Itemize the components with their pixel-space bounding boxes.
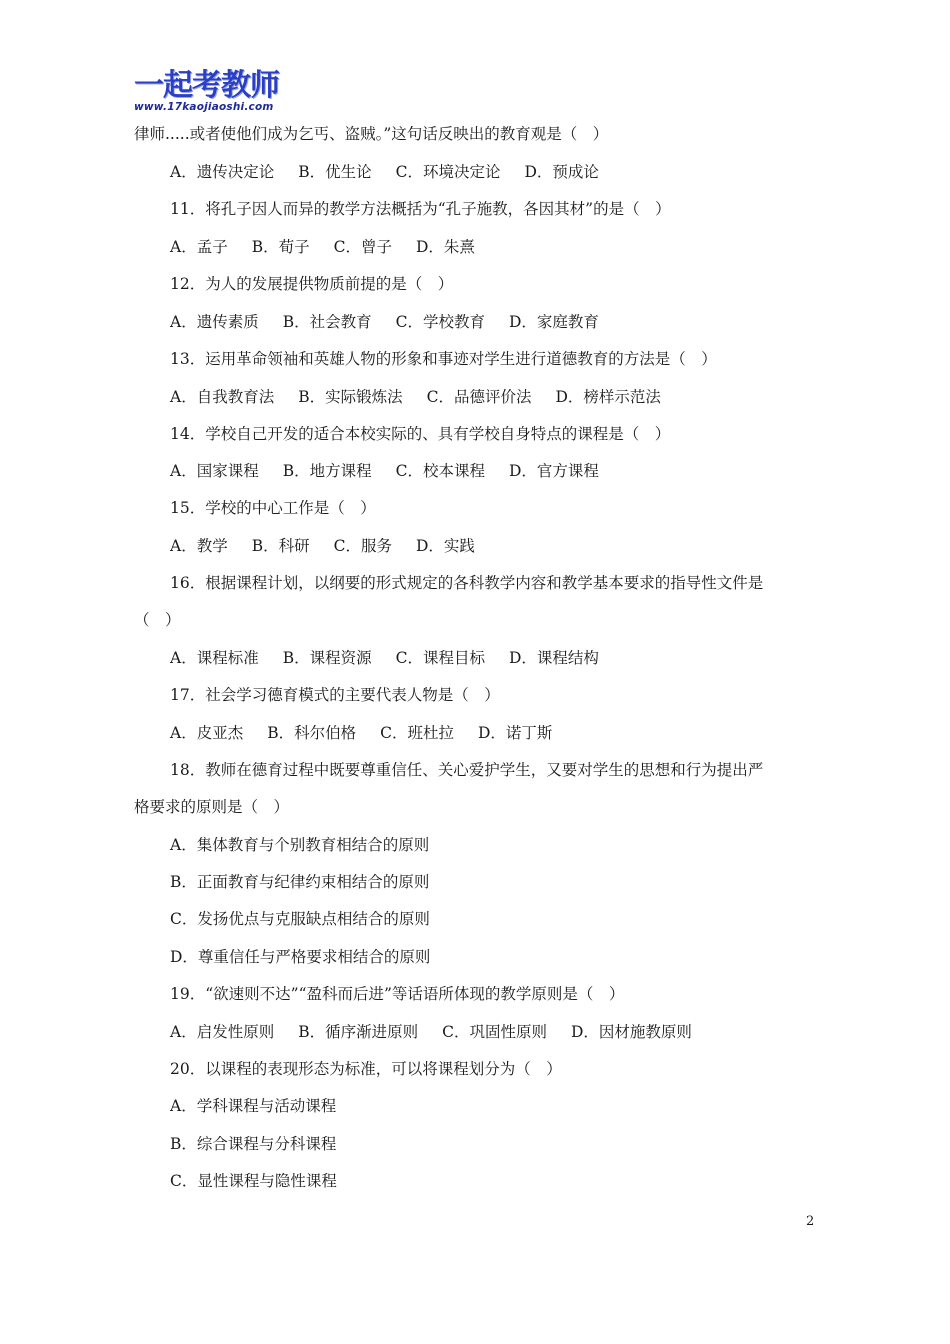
question-13: 13．运用革命领袖和英雄人物的形象和事迹对学生进行道德教育的方法是（ ） <box>170 350 717 368</box>
option: C．品德评价法 <box>426 388 532 406</box>
option: C．服务 <box>333 537 392 555</box>
question-10-continuation: 律师.....或者使他们成为乞丐、盗贼。”这句话反映出的教育观是（ ） <box>134 125 609 143</box>
page-number: 2 <box>806 1214 815 1229</box>
option: B．优生论 <box>298 163 372 181</box>
option: C．学校教育 <box>395 313 485 331</box>
question-20-option-b: B．综合课程与分科课程 <box>170 1135 337 1153</box>
question-12-options <box>170 312 623 332</box>
logo-text: 一起考教师 <box>134 68 279 103</box>
question-18-option-c: C．发扬优点与克服缺点相结合的原则 <box>170 910 430 928</box>
question-11: 11．将孔子因人而异的教学方法概括为“孔子施教，各因其材”的是（ ） <box>170 200 671 218</box>
logo-url: www.17kaojiaoshi.com <box>134 101 274 113</box>
option: C．校本课程 <box>395 462 485 480</box>
question-16: 16．根据课程计划，以纲要的形式规定的各科教学内容和教学基本要求的指导性文件是 <box>170 574 764 592</box>
option: A．自我教育法 <box>170 388 275 406</box>
question-19: 19．“欲速则不达”“盈科而后进”等话语所体现的教学原则是（ ） <box>170 985 625 1003</box>
option: D．榜样示范法 <box>555 388 661 406</box>
option: C．环境决定论 <box>395 163 501 181</box>
option: B．科尔伯格 <box>267 724 357 742</box>
option: C．班杜拉 <box>380 724 454 742</box>
option: D．实践 <box>415 537 475 555</box>
option: B．社会教育 <box>282 313 372 331</box>
question-20-option-a: A．学科课程与活动课程 <box>170 1097 337 1115</box>
option: A．教学 <box>170 537 228 555</box>
option: A．遗传决定论 <box>170 163 275 181</box>
option: B．课程资源 <box>282 649 372 667</box>
question-16-options <box>170 648 623 668</box>
option: A．国家课程 <box>170 462 259 480</box>
option: C．曾子 <box>333 238 392 256</box>
option: D．朱熹 <box>415 238 475 256</box>
question-13-options <box>170 387 685 407</box>
option: D．家庭教育 <box>508 313 599 331</box>
question-20: 20．以课程的表现形态为标准，可以将课程划分为（ ） <box>170 1060 562 1078</box>
question-17: 17．社会学习德育模式的主要代表人物是（ ） <box>170 686 500 704</box>
option: D．因材施教原则 <box>570 1023 692 1041</box>
option: A．孟子 <box>170 238 228 256</box>
option: D．预成论 <box>524 163 599 181</box>
option: D．官方课程 <box>508 462 599 480</box>
question-18-option-a: A．集体教育与个别教育相结合的原则 <box>170 836 430 854</box>
question-12: 12．为人的发展提供物质前提的是（ ） <box>170 275 454 293</box>
question-11-options <box>170 237 499 257</box>
option: A．课程标准 <box>170 649 259 667</box>
option: A．皮亚杰 <box>170 724 244 742</box>
question-15-options <box>170 536 499 556</box>
question-10-options <box>170 162 623 182</box>
option: C．课程目标 <box>395 649 485 667</box>
option: D．诺丁斯 <box>477 724 553 742</box>
option: D．课程结构 <box>508 649 599 667</box>
option: B．地方课程 <box>282 462 372 480</box>
question-16-continuation: （ ） <box>134 611 181 629</box>
option: B．荀子 <box>251 238 310 256</box>
option: B．循序渐进原则 <box>298 1023 419 1041</box>
question-20-option-c: C．显性课程与隐性课程 <box>170 1172 337 1190</box>
question-18-option-d: D．尊重信任与严格要求相结合的原则 <box>170 948 431 966</box>
option: A．启发性原则 <box>170 1023 275 1041</box>
option: B．实际锻炼法 <box>298 388 403 406</box>
question-17-options <box>170 723 576 743</box>
option: A．遗传素质 <box>170 313 259 331</box>
option: C．巩固性原则 <box>442 1023 547 1041</box>
question-18-option-b: B．正面教育与纪律约束相结合的原则 <box>170 873 430 891</box>
question-18-continuation: 格要求的原则是（ ） <box>134 798 290 816</box>
question-19-options <box>170 1022 716 1042</box>
question-18: 18．教师在德育过程中既要尊重信任、关心爱护学生，又要对学生的思想和行为提出严 <box>170 761 764 779</box>
site-logo[interactable] <box>134 70 304 116</box>
question-15: 15．学校的中心工作是（ ） <box>170 499 376 517</box>
option: B．科研 <box>251 537 310 555</box>
question-14: 14．学校自己开发的适合本校实际的、具有学校自身特点的课程是（ ） <box>170 425 671 443</box>
question-14-options <box>170 461 623 481</box>
